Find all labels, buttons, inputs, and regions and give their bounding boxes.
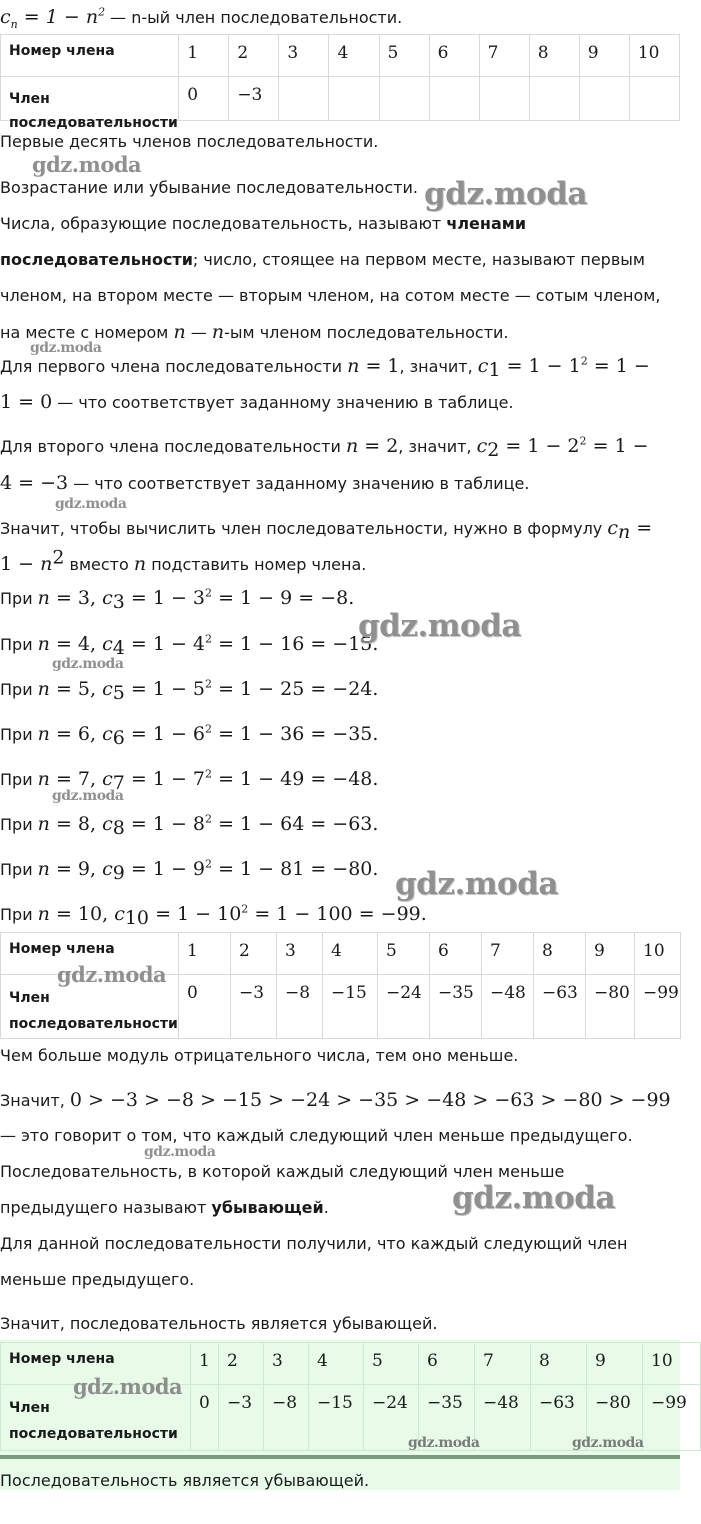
definition-line: членом, на втором месте — вторым членом, на сотом месте — сотым членом, [0,286,661,305]
term-value [629,77,679,121]
term-value: −3 [231,975,277,1039]
calc-line-3: При n = 3, $c_3 = 1 - 3^2 = 1 - 9 = -8$. [0,586,355,614]
term-value: 0 [179,77,229,121]
term-value: −35 [419,1385,475,1451]
observation-line: Для данной последовательности получили, что каждый следующий член [0,1234,628,1253]
column-number: 10 [635,933,681,975]
term-value: −8 [264,1385,309,1451]
decreasing-definition: Последовательность, в которой каждый следующий член меньше [0,1162,565,1181]
calc-line-9: При n = 9, $c_9 = 1 - 9^2 = 1 - 81 = -80$. [0,857,379,885]
method-line: Значит, чтобы вычислить член последовательности, нужно в формулу $c_n$ = [0,517,653,544]
watermark: gdz.moda [408,1435,480,1451]
term-value: −63 [534,975,586,1039]
term-value: −24 [378,975,430,1039]
term-value [479,77,529,121]
calc-line-10: При n = 10, $c_{10} = 1 - 10^2 = 1 - 100 = -99$. [0,902,427,930]
calc-line-8: При n = 8, $c_8 = 1 - 8^2 = 1 - 64 = -63$. [0,812,379,840]
term-value: 0 [179,975,231,1039]
conclusion-line: Значит, последовательность является убывающей. [0,1314,438,1333]
modulus-note: Чем больше модуль отрицательного числа, тем оно меньше. [0,1046,519,1065]
term-value [529,77,579,121]
column-number: 4 [329,35,379,77]
intro-line [0,0,680,35]
column-number: 5 [378,933,430,975]
definition-line: на месте с номером n — n-ым членом последовательности. [0,321,509,343]
watermark: gdz.moda [452,1180,615,1216]
calc-line-5: При n = 5, $c_5 = 1 - 5^2 = 1 - 25 = -24$. [0,677,379,705]
calc-line-7: При n = 7, $c_7 = 1 - 7^2 = 1 - 49 = -48$. [0,767,379,795]
term-value [329,77,379,121]
column-number: 9 [579,35,629,77]
intro-suffix: — n-ый член последовательности. [105,8,403,27]
column-number: 9 [587,1343,643,1385]
watermark: gdz.moda [358,608,521,644]
column-number: 4 [323,933,378,975]
comparison-conclusion: — это говорит о том, что каждый следующий член меньше предыдущего. [0,1126,633,1145]
watermark: gdz.moda [30,340,102,356]
column-number: 7 [475,1343,531,1385]
column-number: 1 [179,933,231,975]
watermark: gdz.moda [572,1435,644,1451]
table-header-label: Номер члена [1,35,179,77]
table-row-label: Член последовательности [9,1400,178,1442]
term-value: −48 [475,1385,531,1451]
watermark: gdz.moda [57,962,167,987]
term-value: −48 [482,975,534,1039]
table-header-label: Номер члена [1,933,179,975]
watermark: gdz.moda [73,1374,183,1399]
column-number: 1 [179,35,229,77]
column-number: 6 [429,35,479,77]
column-number: 5 [379,35,429,77]
method-line: $1 - n^2$ вместо n подставить номер члена. [0,546,367,575]
second-term-line: 4 = −3 — что соответствует заданному значению в таблице. [0,472,530,494]
column-number: 8 [529,35,579,77]
term-value [379,77,429,121]
column-number: 2 [229,35,279,77]
observation-line: меньше предыдущего. [0,1270,195,1289]
definition-line: Числа, образующие последовательность, называют членами [0,214,527,233]
column-number: 10 [643,1343,701,1385]
term-value: −63 [531,1385,587,1451]
section-title: Первые десять членов последовательности. [0,132,379,151]
term-value: −8 [277,975,323,1039]
watermark: gdz.moda [55,496,127,512]
column-number: 7 [479,35,529,77]
table-row-label: Член последовательности [9,91,178,131]
term-value [579,77,629,121]
term-value: −99 [643,1385,701,1451]
table-header-label: Номер члена [1,1343,191,1385]
decreasing-definition: предыдущего называют убывающей. [0,1198,329,1217]
term-value: 0 [191,1385,219,1451]
term-value: −80 [587,1385,643,1451]
term-value: −24 [364,1385,419,1451]
definition-line: последовательности; число, стоящее на первом месте, называют первым [0,250,645,269]
answer-divider [0,1455,680,1459]
column-number: 4 [309,1343,364,1385]
column-number: 5 [364,1343,419,1385]
watermark: gdz.moda [32,152,142,177]
term-value: −99 [635,975,681,1039]
term-value: −3 [229,77,279,121]
answer-text: Последовательность является убывающей. [0,1471,370,1490]
calc-line-6: При n = 6, $c_6 = 1 - 6^2 = 1 - 36 = -35$. [0,722,379,750]
column-number: 7 [482,933,534,975]
column-number: 6 [430,933,482,975]
column-number: 10 [629,35,679,77]
column-number: 2 [231,933,277,975]
calc-line-4: При n = 4, $c_4 = 1 - 4^2 = 1 - 16 = -15$. [0,632,379,660]
intro-formula: $c_n = 1 - n^2$ [0,5,106,31]
term-value [429,77,479,121]
column-number: 8 [534,933,586,975]
column-number: 8 [531,1343,587,1385]
column-number: 3 [279,35,329,77]
table-row-label: Член последовательности [9,990,178,1032]
column-number: 1 [191,1343,219,1385]
first-term-line: 1 = 0 — что соответствует заданному значению в таблице. [0,391,514,413]
term-value: −80 [586,975,635,1039]
terms-table-initial [0,34,680,131]
column-number: 9 [586,933,635,975]
column-number: 2 [219,1343,264,1385]
term-value: −35 [430,975,482,1039]
term-value: −15 [323,975,378,1039]
term-value: −3 [219,1385,264,1451]
watermark: gdz.moda [395,866,558,902]
term-value [279,77,329,121]
watermark: gdz.moda [52,656,124,672]
column-number: 3 [277,933,323,975]
second-term-line: Для второго члена последовательности n = 2, значит, $c_2 = 1 - 2^2 = 1$ − [0,434,649,462]
column-number: 3 [264,1343,309,1385]
term-value: −15 [309,1385,364,1451]
watermark: gdz.moda [144,1144,216,1160]
watermark: gdz.moda [424,176,587,212]
first-term-line: Для первого члена последовательности n = 1, значит, $c_1 = 1 - 1^2 = 1$ − [0,354,650,382]
watermark: gdz.moda [52,788,124,804]
column-number: 6 [419,1343,475,1385]
section-title: Возрастание или убывание последовательности. [0,178,418,197]
comparison-line: Значит, 0 > −3 > −8 > −15 > −24 > −35 > −48 > −63 > −80 > −99 [0,1089,671,1111]
